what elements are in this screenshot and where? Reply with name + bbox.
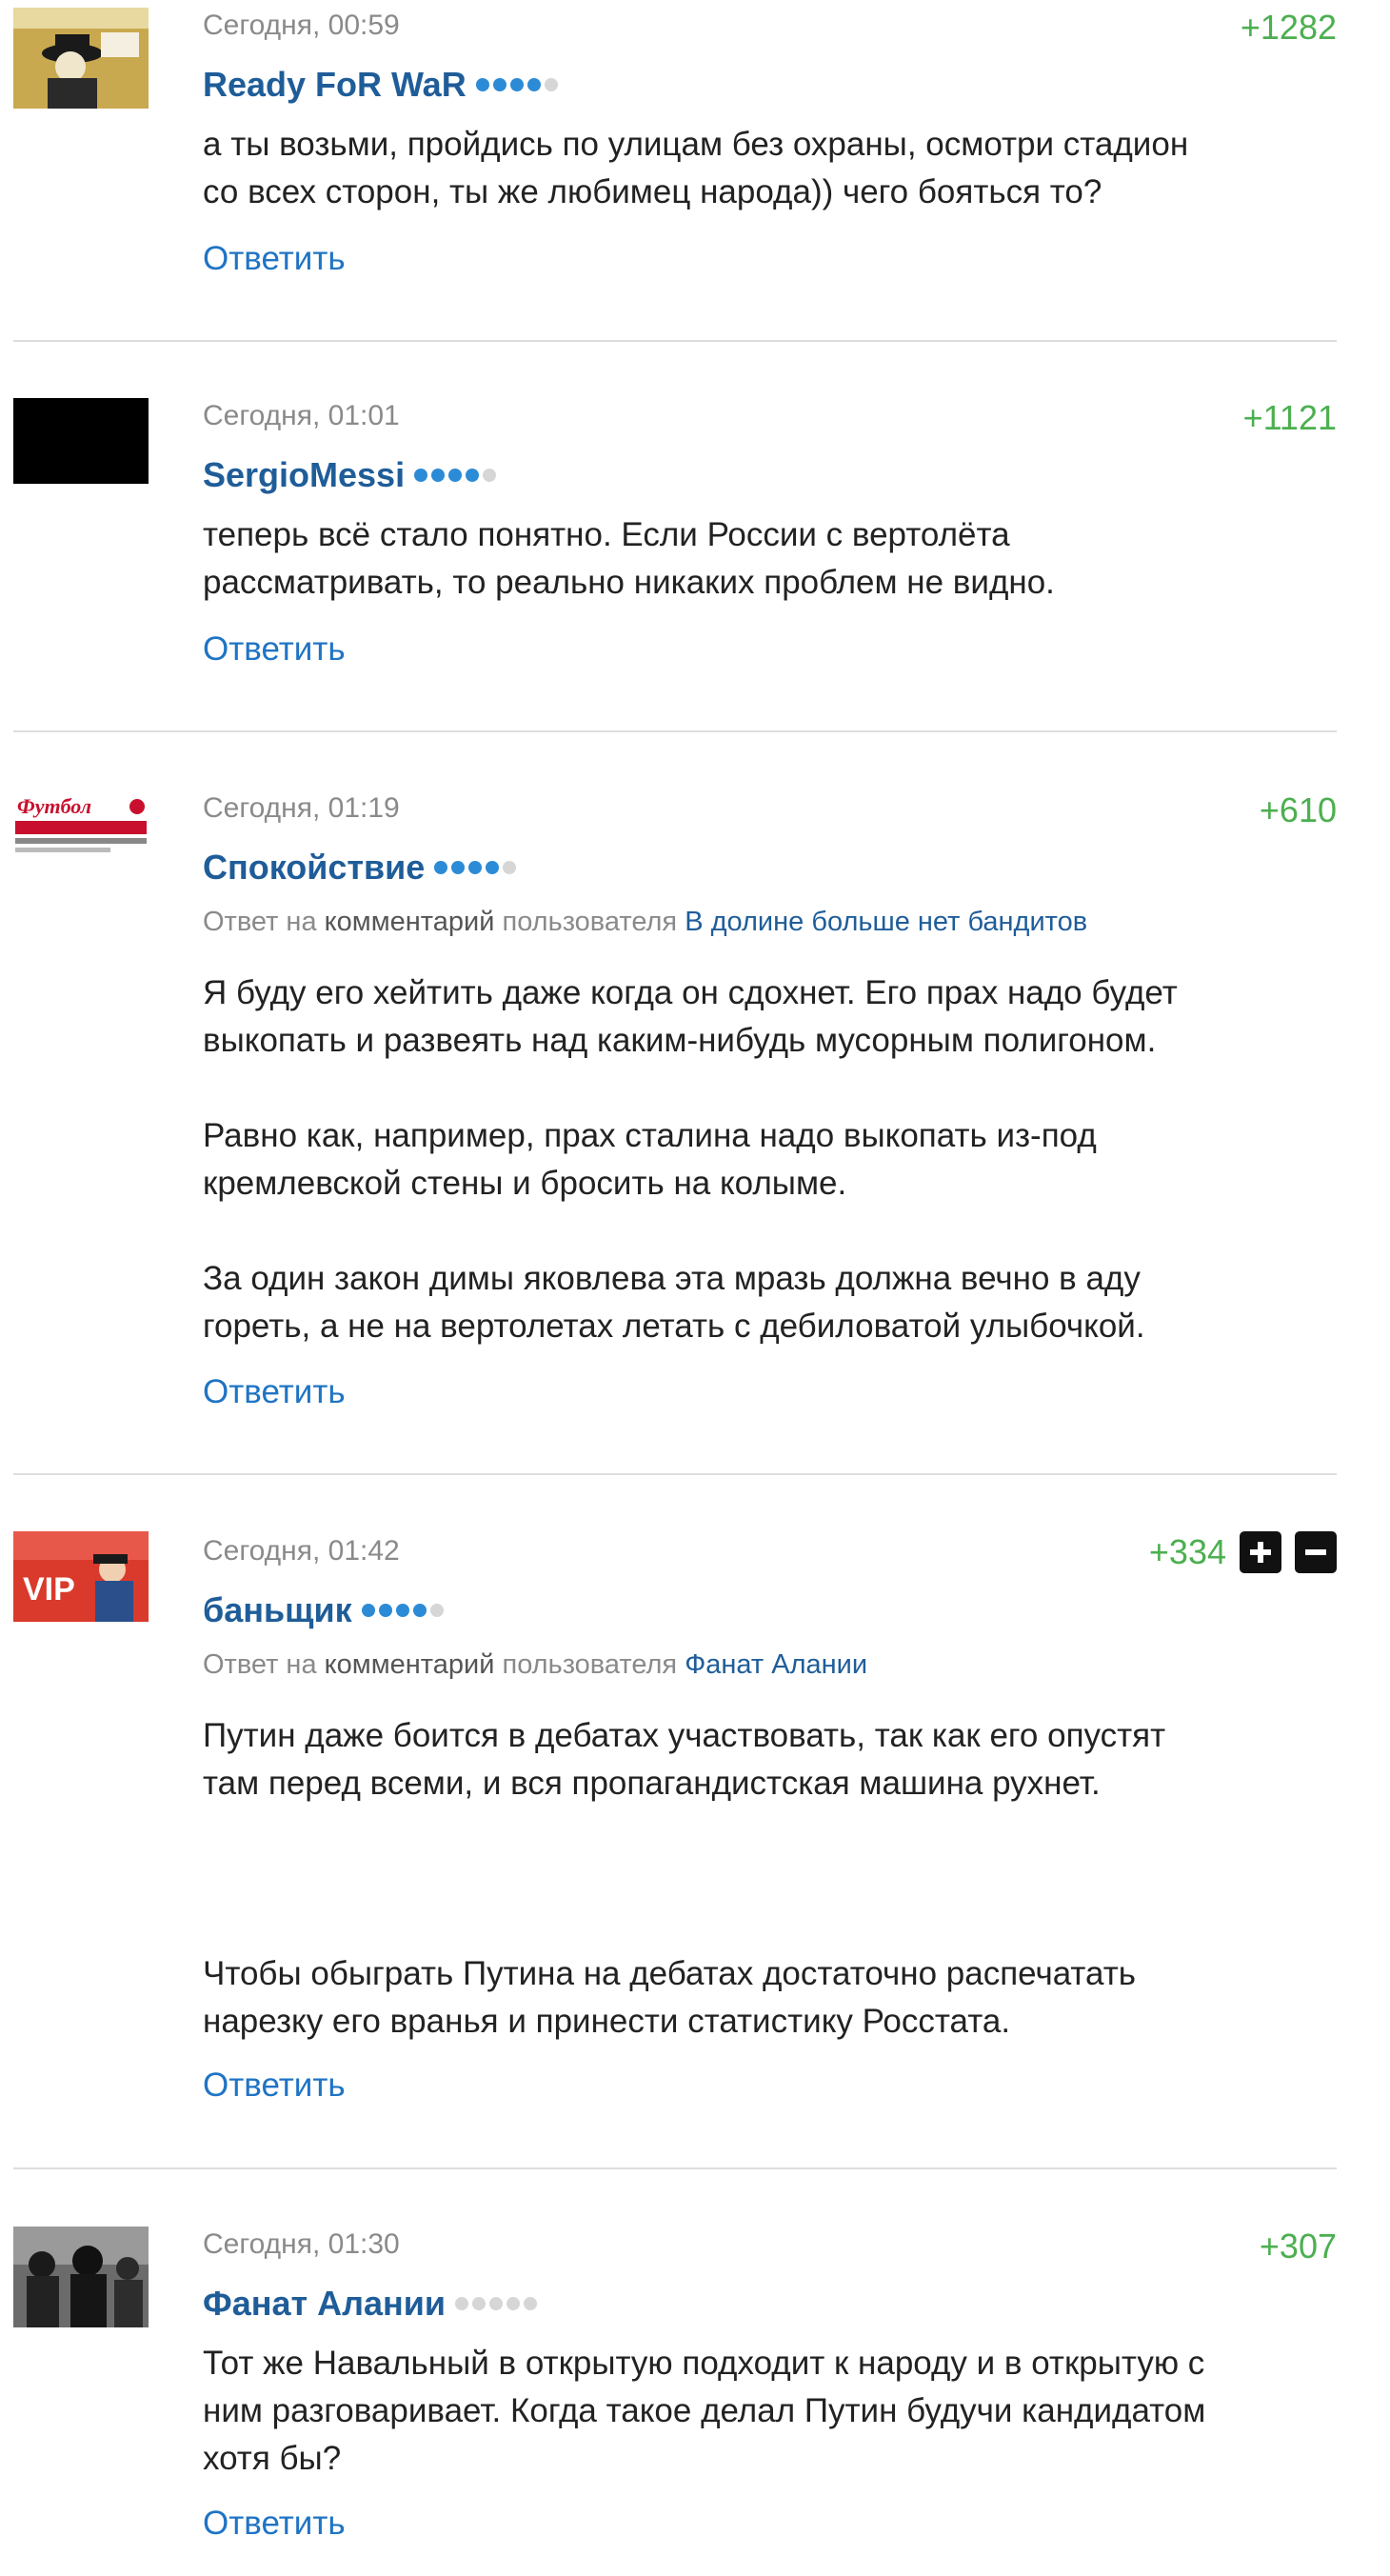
- username[interactable]: [203, 2284, 537, 2324]
- comment-divider: [13, 730, 1337, 732]
- reply-button[interactable]: Ответить: [203, 630, 346, 668]
- reply-to-user-label: пользователя: [502, 907, 678, 937]
- comment-time: Сегодня, 01:01: [203, 400, 400, 431]
- avatar[interactable]: [13, 2227, 149, 2327]
- username-label[interactable]: Фанат Алании: [203, 2284, 447, 2323]
- comment-time: Сегодня, 01:30: [203, 2228, 400, 2260]
- rating-controls: [1149, 1531, 1337, 1573]
- comment-time: Сегодня, 01:42: [203, 1535, 400, 1567]
- reply-to-line: [203, 907, 1087, 938]
- reply-to-user-link[interactable]: Фанат Алании: [685, 1649, 868, 1680]
- reply-button[interactable]: Ответить: [203, 1373, 346, 1410]
- comment-text: Путин даже боится в дебатах участвовать, так как его опустят там перед всеми, и вся пропагандистская машина рухнет. Чтобы обыграть Путина на дебатах достаточно распечатать нарезку его вранья и принести статистику Росстата.: [203, 1717, 1166, 2040]
- username-label[interactable]: SergioMessi: [203, 455, 406, 494]
- comment-divider: [13, 1473, 1337, 1475]
- comment-text: теперь всё стало понятно. Если России с вертолёта рассматривать, то реально никаких проблем не видно.: [203, 516, 1055, 601]
- user-level-dots: [455, 2297, 537, 2310]
- comment-rating: +610: [1259, 790, 1337, 829]
- username-label[interactable]: Спокойствие: [203, 848, 426, 887]
- comment-time: Сегодня, 00:59: [203, 10, 400, 41]
- avatar[interactable]: [13, 790, 149, 857]
- reply-to-line: [203, 1649, 867, 1681]
- reply-to-comment-link[interactable]: комментарий: [324, 907, 495, 937]
- comment-rating: +334: [1148, 1532, 1226, 1571]
- avatar[interactable]: [13, 1531, 149, 1622]
- user-level-dots: [434, 861, 516, 874]
- comment-divider: [13, 2167, 1337, 2169]
- user-level-dots: [414, 469, 496, 482]
- comment-rating: +307: [1259, 2227, 1337, 2266]
- svg-text:Футбол: Футбол: [17, 794, 92, 818]
- comment-rating: +1282: [1240, 8, 1337, 47]
- comment-text: Я буду его хейтить даже когда он сдохнет. Его прах надо будет выкопать и развеять над каким-нибудь мусорным полигоном. Равно как, например, прах сталина надо выкопать из-под кремлевской стены и бросить на колыме. За один закон димы яковлева эта мразь должна вечно в аду гореть, а не на вертолетах летать с дебиловатой улыбочкой.: [203, 974, 1178, 1345]
- minus-icon: [1303, 1540, 1328, 1565]
- username[interactable]: [203, 455, 496, 495]
- avatar[interactable]: [13, 398, 149, 484]
- reply-to-prefix: Ответ на: [203, 907, 317, 937]
- user-level-dots: [476, 78, 558, 91]
- username[interactable]: [203, 848, 516, 888]
- username[interactable]: [203, 65, 558, 105]
- username-label[interactable]: Ready FoR WaR: [203, 65, 467, 104]
- comment-text: Тот же Навальный в открытую подходит к народу и в открытую с ним разговаривает. Когда такое делал Путин будучи кандидатом хотя бы?: [203, 2345, 1206, 2477]
- reply-button[interactable]: Ответить: [203, 240, 346, 277]
- comment-time: Сегодня, 01:19: [203, 792, 400, 824]
- reply-to-user-label: пользователя: [502, 1649, 678, 1680]
- reply-button[interactable]: Ответить: [203, 2067, 346, 2104]
- plus-icon: [1248, 1540, 1273, 1565]
- username[interactable]: [203, 1590, 444, 1630]
- reply-to-prefix: Ответ на: [203, 1649, 317, 1680]
- reply-button[interactable]: Ответить: [203, 2505, 346, 2542]
- reply-to-user-link[interactable]: В долине больше нет бандитов: [685, 907, 1088, 937]
- avatar[interactable]: [13, 8, 149, 109]
- reply-to-comment-link[interactable]: комментарий: [324, 1649, 495, 1680]
- username-label[interactable]: баньщик: [203, 1590, 352, 1629]
- svg-text:VIP: VIP: [23, 1571, 75, 1608]
- comment-divider: [13, 340, 1337, 342]
- comment-text: а ты возьми, пройдись по улицам без охраны, осмотри стадион со всех сторон, ты же любимец народа)) чего бояться то?: [203, 126, 1189, 210]
- vote-minus-button[interactable]: [1295, 1531, 1337, 1573]
- user-level-dots: [362, 1604, 444, 1617]
- vote-plus-button[interactable]: [1240, 1531, 1281, 1573]
- comment-rating: +1121: [1242, 398, 1337, 437]
